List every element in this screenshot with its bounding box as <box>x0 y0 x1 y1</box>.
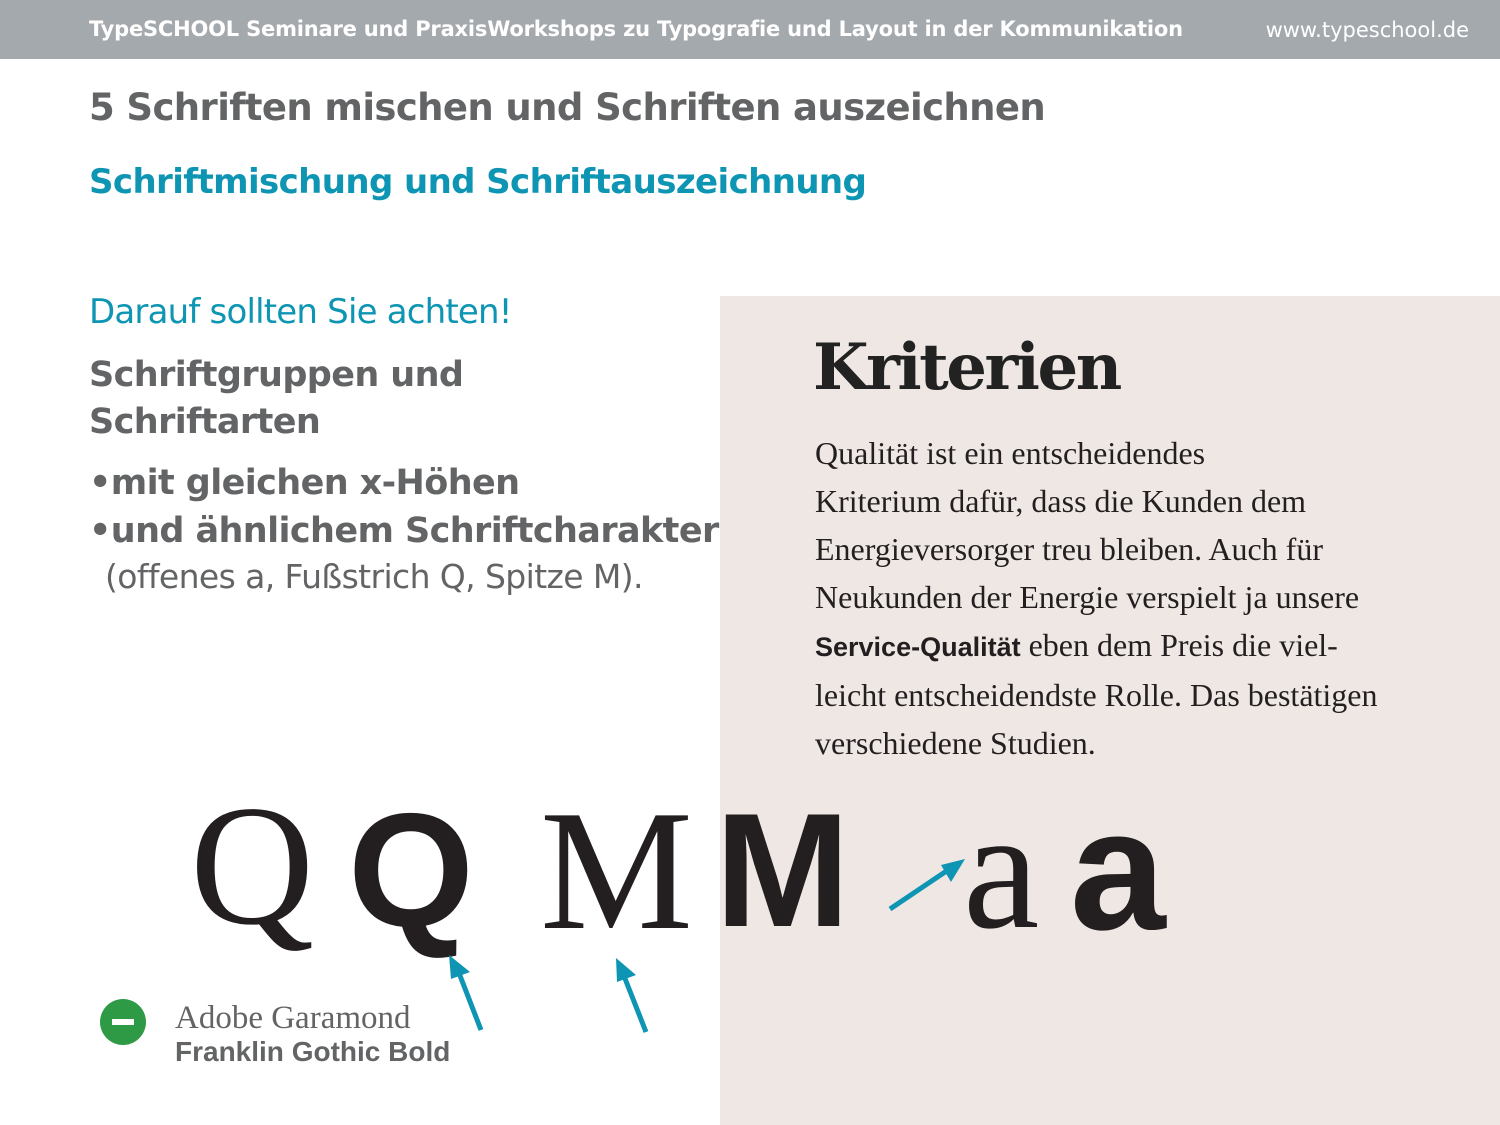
left-heading: Darauf sollten Sie achten! <box>89 292 512 332</box>
arrow-m-stroke <box>624 976 646 1032</box>
left-subheading: Schriftgruppen und Schriftarten <box>89 355 464 442</box>
panel-line: leicht entscheidendste Rolle. Das bestätigen <box>815 677 1378 713</box>
panel-line: Energieversorger treu bleiben. Auch für <box>815 531 1323 567</box>
page-title: 5 Schriften mischen und Schriften auszeichnen <box>89 86 1046 129</box>
letter-a-sans: a <box>1070 774 1166 966</box>
panel-line: Kriterium dafür, dass die Kunden dem <box>815 483 1307 519</box>
letter-q-sans: Q <box>348 780 475 961</box>
arrow-q-stroke <box>459 973 481 1030</box>
letter-m-sans: M <box>715 780 850 961</box>
highlight-text: Service-Qualität <box>815 632 1021 662</box>
arrow-m-head <box>616 958 636 982</box>
arrow-q-head <box>449 955 470 979</box>
page-subtitle: Schriftmischung und Schriftauszeichnung <box>89 162 867 202</box>
legend-sans-font: Franklin Gothic Bold <box>175 1036 451 1067</box>
letter-a-serif: a <box>963 775 1040 965</box>
letter-q-serif: Q <box>190 771 315 961</box>
panel-title: Kriterien <box>813 330 1120 405</box>
panel-line: Neukunden der Energie verspielt ja unsere <box>815 579 1360 615</box>
panel-line-rest: eben dem Preis die viel- <box>1020 627 1338 663</box>
criteria-note: (offenes a, Fußstrich Q, Spitze M). <box>105 557 643 596</box>
header-url[interactable]: www.typeschool.de <box>1265 18 1469 42</box>
legend-serif-font: Adobe Garamond <box>175 1000 411 1036</box>
minus-icon <box>100 999 146 1045</box>
panel-line: Qualität ist ein entscheidendes <box>815 435 1206 471</box>
arrow-a-head <box>941 859 965 882</box>
arrow-a-stroke <box>890 870 948 909</box>
panel-line: verschiedene Studien. <box>815 725 1096 761</box>
header-title: TypeSCHOOL Seminare und PraxisWorkshops zu Typografie und Layout in der Kommunikation <box>89 17 1183 41</box>
letter-m-serif: M <box>540 776 693 966</box>
criteria-item: • und ähnlichem Schriftcharakter <box>89 507 719 555</box>
criteria-item: • mit gleichen x-Höhen <box>89 459 719 507</box>
